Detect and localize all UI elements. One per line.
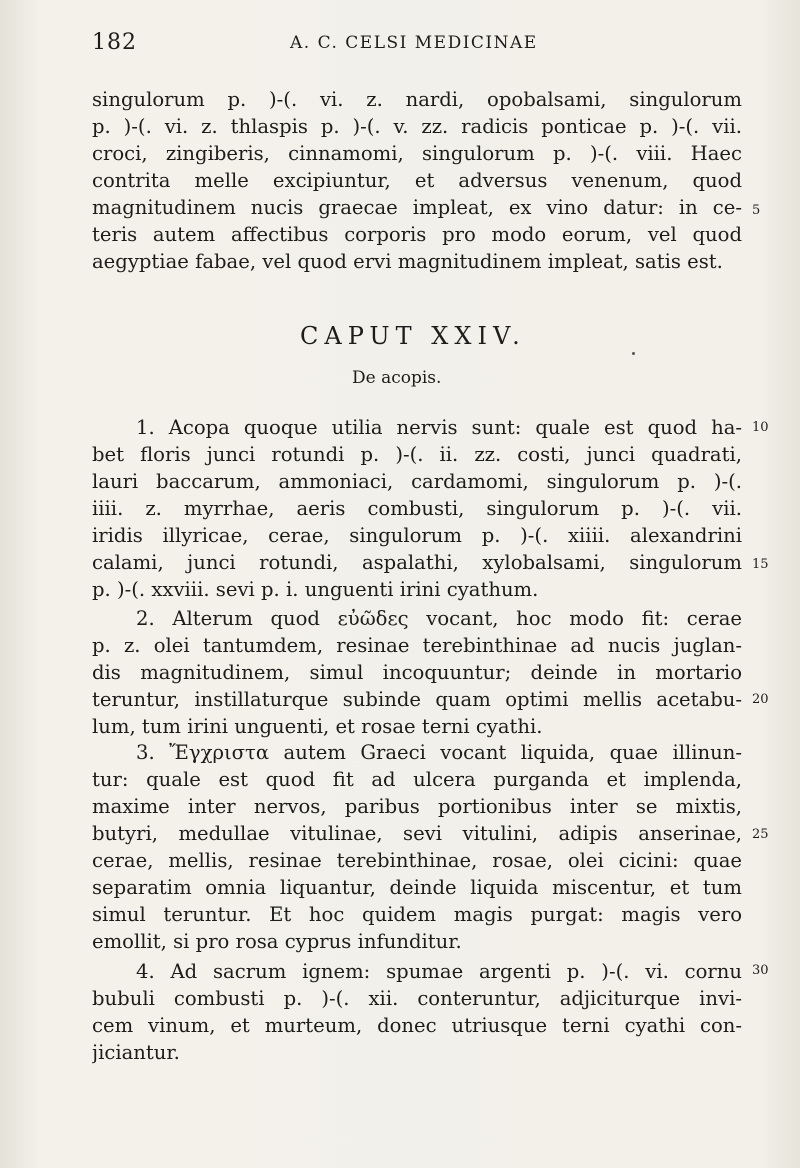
margin-line-number: 5 <box>752 203 761 218</box>
text-line: bet floris junci rotundi p. )-(. ii. zz. costi, junci quadrati, <box>92 443 742 466</box>
text-line: singulorum p. )-(. vi. z. nardi, opobalsami, singulorum <box>92 88 742 111</box>
chapter-subtitle: De acopis. <box>352 368 442 388</box>
text-line: separatim omnia liquantur, deinde liquida miscentur, et tum <box>92 876 742 899</box>
text-line: magnitudinem nucis graecae impleat, ex vino datur: in ce- <box>92 196 742 219</box>
text-line: 2. Alterum quod εὐῶδες vocant, hoc modo fit: cerae <box>136 607 742 630</box>
text-line: iridis illyricae, cerae, singulorum p. )-(. xiiii. alexandrini <box>92 524 742 547</box>
text-line: maxime inter nervos, paribus portionibus inter se mixtis, <box>92 795 742 818</box>
text-line: simul teruntur. Et hoc quidem magis purgat: magis vero <box>92 903 742 926</box>
text-line: butyri, medullae vitulinae, sevi vitulini, adipis anserinae, <box>92 822 742 845</box>
text-line: bubuli combusti p. )-(. xii. conteruntur, adjiciturque invi- <box>92 987 742 1010</box>
section-4 <box>92 958 742 1066</box>
text-line: calami, junci rotundi, aspalathi, xylobalsami, singulorum <box>92 551 742 574</box>
text-line: cerae, mellis, resinae terebinthinae, rosae, olei cicini: quae <box>92 849 742 872</box>
text-line: jiciantur. <box>92 1041 180 1064</box>
margin-line-number: 25 <box>752 827 769 842</box>
text-line: dis magnitudinem, simul incoquuntur; deinde in mortario <box>92 661 742 684</box>
text-line: p. )-(. xxviii. sevi p. i. unguenti irini cyathum. <box>92 578 539 601</box>
margin-line-number: 30 <box>752 963 769 978</box>
margin-line-number: 10 <box>752 420 769 435</box>
text-line: cem vinum, et murteum, donec utriusque terni cyathi con- <box>92 1014 742 1037</box>
text-line: 1. Acopa quoque utilia nervis sunt: quale est quod ha- <box>136 416 742 439</box>
margin-line-number: 15 <box>752 557 769 572</box>
text-line: 3. Ἔγχριστα autem Graeci vocant liquida, quae illinun- <box>136 741 742 764</box>
text-line: aegyptiae fabae, vel quod ervi magnitudinem impleat, satis est. <box>92 250 723 273</box>
page-header <box>92 30 752 60</box>
text-line: contrita melle excipiuntur, et adversus venenum, quod <box>92 169 742 192</box>
top-paragraph <box>92 86 742 275</box>
text-line: lauri baccarum, ammoniaci, cardamomi, singulorum p. )-(. <box>92 470 742 493</box>
margin-line-number: 20 <box>752 692 769 707</box>
text-line: croci, zingiberis, cinnamomi, singulorum p. )-(. viii. Haec <box>92 142 742 165</box>
text-line: teruntur, instillaturque subinde quam optimi mellis acetabu- <box>92 688 742 711</box>
text-line: emollit, si pro rosa cyprus infunditur. <box>92 930 462 953</box>
text-line: teris autem affectibus corporis pro modo eorum, vel quod <box>92 223 742 246</box>
text-line: 4. Ad sacrum ignem: spumae argenti p. )-(. vi. cornu <box>136 960 742 983</box>
page-number: 182 <box>92 30 137 55</box>
text-line: p. z. olei tantumdem, resinae terebinthinae ad nucis juglan- <box>92 634 742 657</box>
text-line: iiii. z. myrrhae, aeris combusti, singulorum p. )-(. vii. <box>92 497 742 520</box>
ink-dot <box>632 352 635 355</box>
section-3 <box>92 739 742 955</box>
text-line: p. )-(. vi. z. thlaspis p. )-(. v. zz. radicis ponticae p. )-(. vii. <box>92 115 742 138</box>
text-line: tur: quale est quod fit ad ulcera purganda et implenda, <box>92 768 742 791</box>
section-1 <box>92 414 742 603</box>
running-title: A. C. CELSI MEDICINAE <box>290 33 538 53</box>
chapter-title: CAPUT XXIV. <box>300 322 526 350</box>
text-line: lum, tum irini unguenti, et rosae terni cyathi. <box>92 715 543 738</box>
section-2 <box>92 605 742 740</box>
